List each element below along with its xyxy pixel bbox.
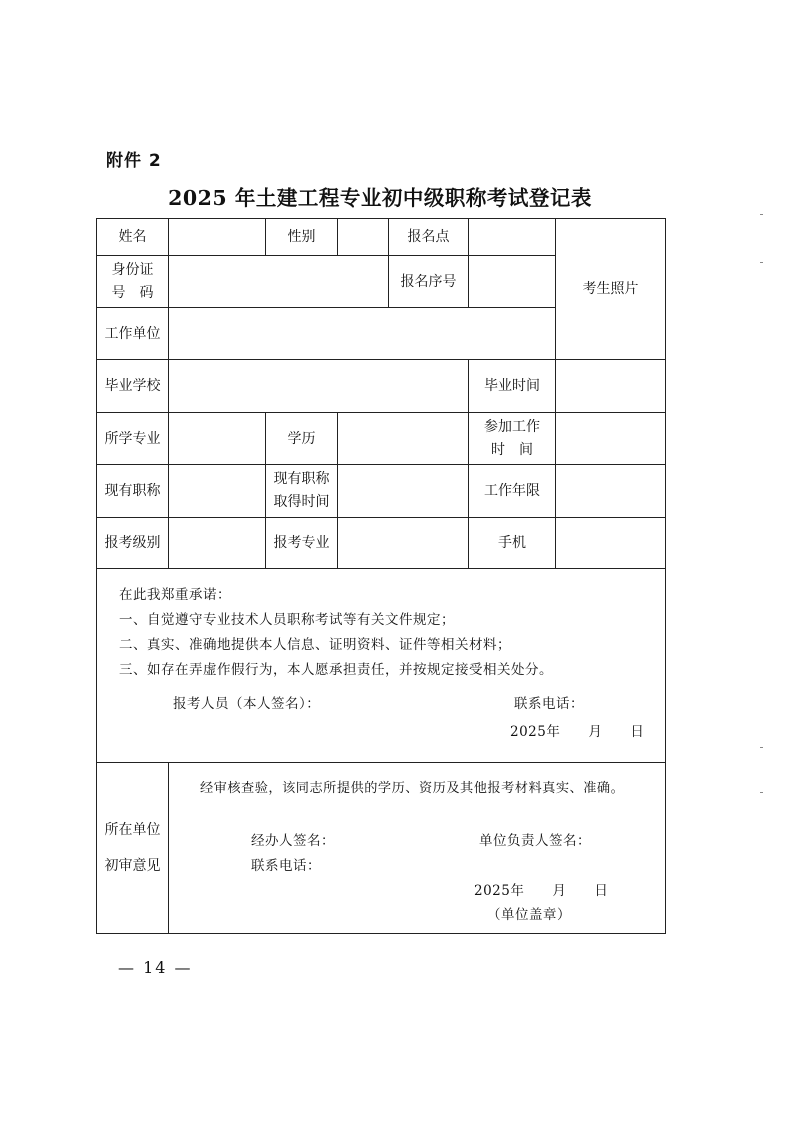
scan-edge-mark: [760, 747, 763, 748]
school-label: 毕业学校: [97, 360, 169, 413]
employer-label: 工作单位: [97, 308, 169, 360]
review-section: [169, 763, 666, 934]
work-start-field: [556, 413, 666, 465]
reg-no-label: 报名序号: [389, 256, 469, 308]
name-label: 姓名: [97, 219, 169, 256]
page-number: — 14 —: [118, 958, 193, 977]
seal-label: （单位盖章）: [487, 907, 571, 923]
pledge-section: [97, 569, 666, 763]
current-title-label: 现有职称: [97, 465, 169, 518]
grad-time-label: 毕业时间: [469, 360, 556, 413]
review-date: 2025年 月 日: [474, 883, 609, 899]
exam-level-label: 报考级别: [97, 518, 169, 569]
current-title-field: [169, 465, 266, 518]
school-field: [169, 360, 469, 413]
gender-label: 性别: [266, 219, 338, 256]
scan-edge-mark: [760, 262, 763, 263]
review-contact-label: 联系电话：: [251, 858, 321, 874]
name-field: [169, 219, 266, 256]
grad-time-field: [556, 360, 666, 413]
phone-label: 手机: [469, 518, 556, 569]
major-label: 所学专业: [97, 413, 169, 465]
leader-signature-label: 单位负责人签名：: [479, 833, 591, 849]
work-years-field: [556, 465, 666, 518]
work-start-line1: 参加工作: [484, 418, 540, 435]
registration-form-table: [96, 218, 666, 934]
education-label: 学历: [266, 413, 338, 465]
review-label-line2: 初审意见: [104, 858, 161, 874]
gender-field: [338, 219, 389, 256]
major-field: [169, 413, 266, 465]
work-years-label: 工作年限: [469, 465, 556, 518]
reg-no-field: [469, 256, 556, 308]
scan-edge-mark: [760, 792, 763, 793]
review-statement: 经审核查验，该同志所提供的学历、资历及其他报考材料真实、准确。: [200, 781, 625, 796]
exam-site-field: [469, 219, 556, 256]
phone-field: [556, 518, 666, 569]
scan-edge-mark: [760, 214, 763, 215]
education-field: [338, 413, 469, 465]
pledge-item-2: 二、真实、准确地提供本人信息、证明资料、证件等相关材料；: [119, 637, 511, 653]
review-label: [97, 763, 169, 934]
employer-field: [169, 308, 556, 360]
work-start-label: [469, 413, 556, 465]
id-label-line2: 号 码: [111, 284, 154, 301]
pledge-item-3: 三、如存在弄虚作假行为，本人愿承担责任，并按规定接受相关处分。: [119, 662, 553, 678]
title-time-line1: 现有职称: [273, 471, 330, 487]
review-label-line1: 所在单位: [104, 822, 161, 838]
exam-major-field: [338, 518, 469, 569]
title-time-line2: 取得时间: [273, 494, 330, 510]
exam-major-label: 报考专业: [266, 518, 338, 569]
work-start-line2: 时 间: [491, 441, 533, 458]
applicant-contact-label: 联系电话：: [514, 696, 584, 712]
form-title: 2025 年土建工程专业初中级职称考试登记表: [168, 186, 592, 210]
pledge-intro: 在此我郑重承诺：: [119, 587, 231, 603]
id-number-label: [97, 256, 169, 308]
id-number-field: [169, 256, 389, 308]
attachment-label: 附件 2: [106, 151, 162, 171]
handler-signature-label: 经办人签名：: [251, 833, 335, 849]
photo-box: [556, 219, 666, 360]
pledge-item-1: 一、自觉遵守专业技术人员职称考试等有关文件规定；: [119, 612, 455, 628]
exam-level-field: [169, 518, 266, 569]
photo-label: 考生照片: [582, 281, 639, 297]
applicant-signature-label: 报考人员（本人签名）：: [173, 696, 321, 712]
title-time-field: [338, 465, 469, 518]
exam-site-label: 报名点: [389, 219, 469, 256]
id-label-line1: 身份证: [111, 261, 154, 278]
title-time-label: [266, 465, 338, 518]
applicant-date: 2025年 月 日: [510, 724, 645, 740]
